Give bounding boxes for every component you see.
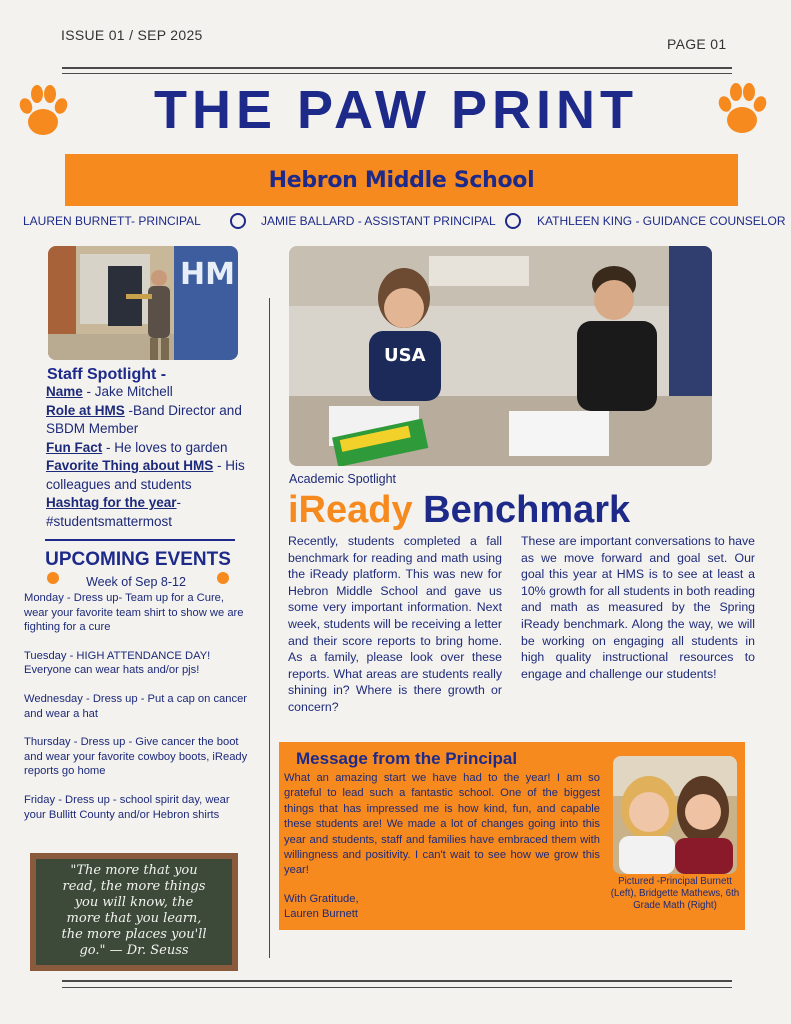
role-value: -Band Director and SBDM Member	[46, 402, 242, 436]
principal-photo	[613, 756, 737, 874]
paw-icon	[716, 80, 768, 138]
hashtag-label: Hashtag for the year	[46, 495, 177, 510]
staff-spotlight-heading: Staff Spotlight -	[47, 366, 167, 383]
article-col1: Recently, students completed a fall benchmark for reading and math using the iReady platform. This was new for Hebron Middle School and gave us some very important information. Next week, students will be receiving a letter and their score reports to bring home. As a family, please look over these reports. What areas are students really shining in? Where is there growth or concern?	[288, 534, 502, 714]
svg-text:HM: HM	[180, 257, 235, 292]
divider	[62, 987, 732, 988]
school-name: Hebron Middle School	[268, 167, 535, 193]
events-heading: UPCOMING EVENTS	[45, 549, 231, 570]
message-heading: Message from the Principal	[296, 749, 518, 768]
hashtag-value: - #studentsmattermost	[46, 495, 182, 529]
paw-icon	[17, 82, 69, 140]
article-title-part1: iReady	[288, 489, 413, 531]
assistant-label: JAMIE BALLARD - ASSISTANT PRINCIPAL	[261, 214, 496, 228]
principal-message-box	[279, 742, 745, 930]
issue-label: ISSUE 01 / SEP 2025	[61, 27, 203, 43]
divider	[62, 67, 732, 69]
newsletter-title: THE PAW PRINT	[153, 80, 638, 140]
events-list	[24, 591, 250, 822]
message-body: What an amazing start we have had to the year! I am so grateful to lead such a fantastic school. One of the biggest things that has impressed me is how kind, fun, and capable these students are! We made a lot of changes going into this year and students, staff and families have embraced them with willingness and positivity. I can't wait to see how we grow this year!	[284, 772, 600, 877]
article-title-part2: Benchmark	[412, 489, 631, 531]
event-item: Friday - Dress up - school spirit day, wear your Bullitt County and/or Hebron shirts	[24, 793, 230, 821]
divider	[45, 539, 235, 541]
divider	[62, 980, 732, 982]
message-signature: Lauren Burnett	[284, 908, 359, 920]
article-col2: These are important conversations to have as we move forward and goal set. Our goal this year at HMS is to see at least a 10% growth for all students in both reading and math as measured by the Spring iReady benchmark. Along the way, we will be working on engaging all students in high quality instructional resources to engage and challenge our students!	[521, 534, 755, 681]
dot-icon	[217, 572, 229, 584]
name-label: Name	[46, 384, 83, 399]
article-title	[288, 486, 630, 534]
ring-icon	[230, 213, 246, 229]
fact-label: Fun Fact	[46, 439, 103, 455]
divider	[62, 73, 732, 74]
fav-label: Favorite Thing about HMS	[46, 458, 214, 473]
students-photo	[289, 246, 712, 466]
svg-text:USA: USA	[384, 345, 426, 366]
principal-label: LAUREN BURNETT- PRINCIPAL	[23, 214, 201, 228]
event-item: Monday - Dress up- Team up for a Cure, wear your favorite team shirt to show we are fighting for a cure	[24, 592, 244, 634]
photo-caption: Pictured -Principal Burnett (Left), Bridgette Mathews, 6th Grade Math (Right)	[610, 876, 740, 911]
staff-spotlight	[46, 383, 246, 531]
column-divider	[269, 298, 270, 958]
role-label: Role at HMS	[46, 402, 125, 418]
staff-photo	[48, 246, 238, 360]
fact-value: - He loves to garden	[102, 439, 228, 455]
name-value: - Jake Mitchell	[82, 384, 173, 399]
ring-icon	[505, 213, 521, 229]
event-item: Tuesday - HIGH ATTENDANCE DAY! Everyone can wear hats and/or pjs!	[24, 649, 211, 677]
school-banner	[65, 154, 738, 206]
dot-icon	[47, 572, 59, 584]
article-kicker: Academic Spotlight	[289, 472, 397, 486]
events-week: Week of Sep 8-12	[86, 575, 186, 589]
event-item: Thursday - Dress up - Give cancer the boot and wear your favorite cowboy boots, iReady reports go home	[24, 736, 248, 778]
chalkboard-frame	[30, 853, 238, 971]
message-signoff: With Gratitude,	[284, 893, 359, 905]
quote-text: "The more that you read, the more things you will know, the more that you learn, the more places you'll go." — Dr. Seuss	[36, 859, 232, 965]
page-label: PAGE 01	[667, 36, 727, 52]
event-item: Wednesday - Dress up - Put a cap on cancer and wear a hat	[24, 692, 248, 720]
fav-value: - His colleagues and students	[46, 458, 245, 492]
counselor-label: KATHLEEN KING - GUIDANCE COUNSELOR	[537, 214, 786, 228]
